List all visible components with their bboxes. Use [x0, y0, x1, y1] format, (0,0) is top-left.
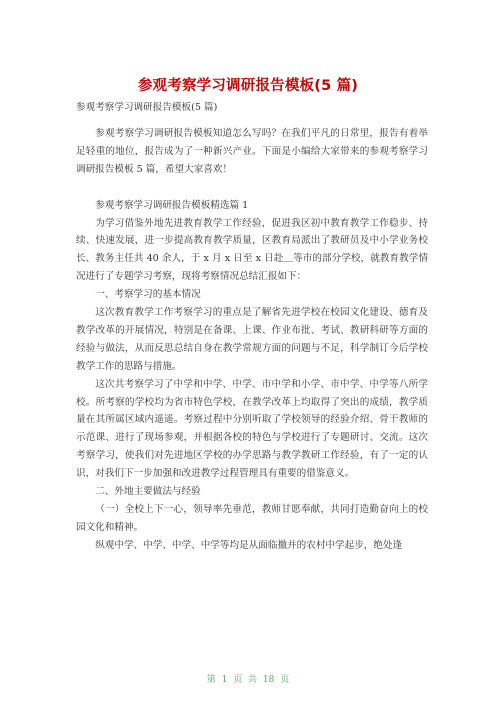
- paragraph-4: （一）全校上下一心，领导率先垂范，教师甘愿奉献，共同打造勤奋向上的校园文化和精神。: [76, 504, 428, 533]
- paragraph-3: 这次共考察学习了中学和中学、中学、市中学和小学、市中学、中学等八所学校。所考察的学校均为省市特色学校，在教学改革上均取得了突出的成绩，教学质量在其所属区域内遥遥。考察过程中分别听取了学校领导的经验介绍、骨干教师的示范课、进行了现场参观，并根据各校的特色与学校进行了专题研讨、交流。这次考察学习，使我们对先进地区学校的办学思路与教学教研工作经验，有了一定的认识，对我们下一步加强和改进教学过程管理具有重要的借鉴意义。: [76, 378, 428, 480]
- section-heading: 参观考察学习调研报告模板精选篇 1: [95, 199, 249, 211]
- intro-paragraph: 参观考察学习调研报告模板知道怎么写吗？在我们平凡的日常里，报告有着举足轻重的地位，报告成为了一种新兴产业。下面是小编给大家带来的参观考察学习调研报告模板 5 篇，希望大家喜欢！: [76, 128, 428, 175]
- document-body: [76, 125, 428, 555]
- paragraph-spacer: [76, 179, 428, 197]
- paragraph-2: 这次教育教学工作考察学习的重点是了解省先进学校在校园文化建设、德育及教学改革的开展情况，特别是在备课、上课、作业布批、考试、教研科研等方面的经验与做法，从而反思总结自身在教学常规方面的问题与不足，科学制订今后学校教学工作的思路与措施。: [76, 307, 428, 372]
- paragraph-5: 纵观中学、中学、中学、中学等均是从面临撤并的农村中学起步，绝处逢: [95, 539, 403, 551]
- document-title: 参观考察学习调研报告模板(5 篇): [137, 78, 359, 94]
- paragraph-1: 为学习借鉴外地先进教育教学工作经验，促进我区初中教育教学工作稳步、持续、快速发展，进一步提高教育教学质量，区教育局派出了教研员及中小学业务校长、教务主任共 40 余人，于 x 月 x 日至 x 日赴＿等市的部分学校，就教育教学情况进行了专题学习考察，现将考察情况总结汇报如下：: [76, 217, 428, 283]
- document-subtitle: 参观考察学习调研报告模板(5 篇): [76, 102, 218, 113]
- heading-practices: 二、外地主要做法与经验: [95, 486, 201, 498]
- page-number-footer: 第 1 页 共 18 页: [206, 675, 290, 685]
- heading-basic-situation: 一、考察学习的基本情况: [95, 289, 201, 301]
